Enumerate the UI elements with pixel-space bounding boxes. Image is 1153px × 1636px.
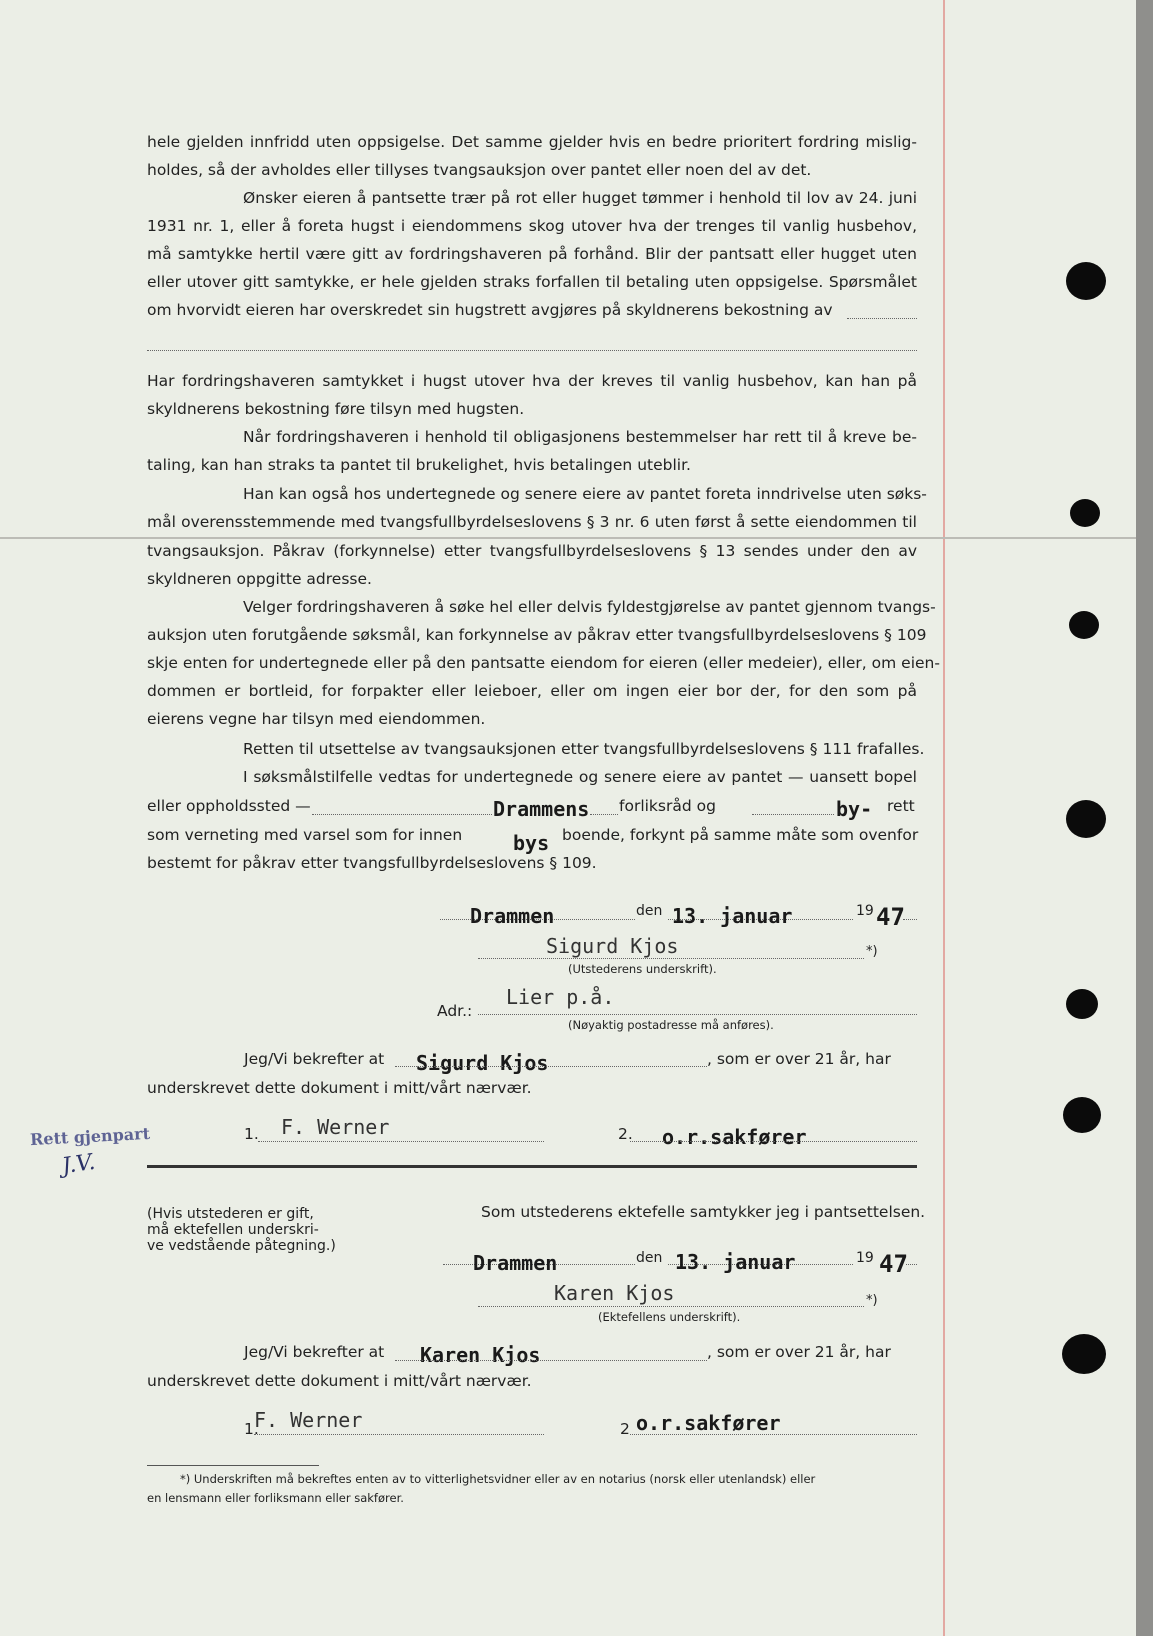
sig2-year: 47 — [879, 1250, 908, 1278]
body-line: Han kan også hos undertegnede og senere eiere av pantet foreta inndrivelse uten søks- — [243, 485, 927, 503]
sig1-caption: (Utstederens underskrift). — [568, 962, 717, 976]
body-line: I søksmålstilfelle vedtas for undertegnede og senere eiere av pantet — uansett bopel — [243, 768, 917, 786]
sig1-year: 47 — [876, 903, 905, 931]
body-line: tvangsauksjon. Påkrav (forkynnelse) etter tvangsfullbyrdelseslovens § 13 sendes under den av — [147, 542, 917, 560]
body-line: dommen er bortleid, for forpakter eller leieboer, eller om ingen eier bor der, for den som på — [147, 682, 917, 700]
witness1-line2: underskrevet dette dokument i mitt/vårt nærvær. — [147, 1079, 532, 1097]
venue-text: som verneting med varsel som for innen — [147, 826, 463, 844]
initials-signature: J.V. — [60, 1149, 97, 1180]
sig1-name: Sigurd Kjos — [546, 934, 679, 958]
sig2-den: den — [636, 1250, 663, 1266]
fill-line — [395, 1066, 707, 1067]
footnote-rule — [147, 1465, 319, 1466]
fill-line — [752, 814, 834, 815]
body-line: 1931 nr. 1, eller å foreta hugst i eiendommens skog utover hva der trenges til vanlig husbehov, — [147, 217, 917, 235]
fill-line — [254, 1434, 544, 1435]
witness1-n2: 2. — [618, 1125, 633, 1143]
body-line: taling, kan han straks ta pantet til brukelighet, hvis betalingen uteblir. — [147, 456, 691, 474]
body-line: Ønsker eieren å pantsette trær på rot eller hugget tømmer i henhold til lov av 24. juni — [243, 189, 917, 207]
spouse-note-line: (Hvis utstederen er gift, — [147, 1206, 314, 1222]
sig1-den: den — [636, 903, 663, 919]
fill-line — [906, 1264, 917, 1265]
body-line: mål overensstemmende med tvangsfullbyrdelseslovens § 3 nr. 6 uten først å sette eiendommen til — [147, 513, 917, 531]
sig2-date: 13. januar — [675, 1250, 796, 1274]
section-rule — [147, 1165, 917, 1168]
punch-hole — [1066, 800, 1106, 838]
venue-text: forliksråd og — [619, 797, 716, 815]
witness2-w1: F. Werner — [254, 1408, 363, 1432]
witness1-name: Sigurd Kjos — [416, 1051, 549, 1075]
witness2-prefix: Jeg/Vi bekrefter at — [244, 1343, 385, 1361]
body-line: Velger fordringshaveren å søke hel eller delvis fyldestgjørelse av pantet gjennom tvangs- — [243, 598, 936, 616]
witness1-w1: F. Werner — [281, 1115, 390, 1139]
venue-text: rett — [887, 797, 915, 815]
body-line: eierens vegne har tilsyn med eiendommen. — [147, 710, 486, 728]
fill-line — [312, 814, 492, 815]
punch-hole — [1069, 611, 1099, 639]
sig1-century: 19 — [856, 903, 874, 919]
body-line: skyldneren oppgitte adresse. — [147, 570, 372, 588]
punch-hole — [1070, 499, 1100, 527]
body-line: Retten til utsettelse av tvangsauksjonen etter tvangsfullbyrdelseslovens § 111 frafalles. — [243, 740, 925, 758]
sig1-address: Lier p.å. — [506, 985, 615, 1009]
sig1-place: Drammen — [470, 904, 555, 928]
venue-text: bestemt for påkrav etter tvangsfullbyrdelseslovens § 109. — [147, 854, 597, 872]
punch-hole — [1063, 1097, 1101, 1133]
sig2-century: 19 — [856, 1250, 874, 1266]
fill-line — [590, 814, 618, 815]
sig1-date: 13. januar — [672, 904, 793, 928]
spouse-note-line: ve vedstående påtegning.) — [147, 1238, 336, 1254]
witness2-n2: 2 — [620, 1420, 630, 1438]
fill-line — [478, 1306, 864, 1307]
copy-stamp: Rett gjenpart — [29, 1123, 151, 1150]
witness1-suffix: , som er over 21 år, har — [707, 1050, 891, 1068]
punch-hole — [1066, 262, 1106, 300]
witness1-n1: 1. — [244, 1125, 259, 1143]
witness2-name: Karen Kjos — [420, 1343, 541, 1367]
body-line: Har fordringshaveren samtykket i hugst utover hva der kreves til vanlig husbehov, kan han på — [147, 372, 917, 390]
fill-line — [630, 1434, 917, 1435]
body-line: holdes, så der avholdes eller tillyses tvangsauksjon over pantet eller noen del av det. — [147, 161, 812, 179]
spouse-note-line: må ektefellen underskri- — [147, 1222, 319, 1238]
body-line: eller utover gitt samtykke, er hele gjelden straks forfallen til betaling uten oppsigelse. Spørsmålet — [147, 273, 917, 291]
address-caption: (Nøyaktig postadresse må anføres). — [568, 1018, 774, 1032]
spouse-consent: Som utstederens ektefelle samtykker jeg i pantsettelsen. — [481, 1203, 926, 1221]
fold-line — [0, 537, 1136, 539]
body-line: skje enten for undertegnede eller på den pantsatte eiendom for eieren (eller medeier), eller, om eien- — [147, 654, 940, 672]
body-line: skyldnerens bekostning føre tilsyn med hugsten. — [147, 400, 525, 418]
witness1-w2: o.r.sakfører — [662, 1125, 807, 1149]
sig2-place: Drammen — [473, 1251, 558, 1275]
witness1-prefix: Jeg/Vi bekrefter at — [244, 1050, 385, 1068]
fill-line — [903, 919, 917, 920]
witness2-suffix: , som er over 21 år, har — [707, 1343, 891, 1361]
fill-line — [258, 1141, 544, 1142]
punch-hole — [1062, 1334, 1106, 1374]
margin-line — [943, 0, 945, 1636]
body-line: auksjon uten forutgående søksmål, kan forkynnelse av påkrav etter tvangsfullbyrdelseslovens § 109 — [147, 626, 927, 644]
sig2-caption: (Ektefellens underskrift). — [598, 1310, 741, 1324]
body-line: om hvorvidt eieren har overskredet sin hugstrett avgjøres på skyldnerens bekostning av — [147, 301, 833, 319]
witness2-n1: 1. — [244, 1420, 259, 1438]
fill-line — [147, 350, 917, 351]
body-line: må samtykke hertil være gitt av fordringshaveren på forhånd. Blir der pantsatt eller hugget uten — [147, 245, 917, 263]
body-line: hele gjelden innfridd uten oppsigelse. Det samme gjelder hvis en bedre prioritert fordring mislig- — [147, 133, 917, 151]
sig1-mark: *) — [866, 944, 878, 959]
fill-line — [478, 1014, 917, 1015]
sig2-name: Karen Kjos — [554, 1281, 675, 1305]
venue-text: eller oppholdssted — — [147, 797, 311, 815]
footnote-line: en lensmann eller forliksmann eller sakfører. — [147, 1491, 404, 1505]
fill-line — [395, 1360, 707, 1361]
sig2-mark: *) — [866, 1293, 878, 1308]
fill-line — [630, 1141, 917, 1142]
fill-line — [847, 318, 917, 319]
footnote-line: *) Underskriften må bekreftes enten av to vitterlighetsvidner eller av en notarius (norsk eller utenlandsk) eller — [180, 1472, 816, 1486]
venue-by: by- — [836, 797, 873, 821]
fill-line — [478, 958, 864, 959]
punch-hole — [1066, 989, 1098, 1019]
witness2-line2: underskrevet dette dokument i mitt/vårt nærvær. — [147, 1372, 532, 1390]
witness2-w2: o.r.sakfører — [636, 1411, 781, 1435]
body-line: Når fordringshaveren i henhold til obligasjonens bestemmelser har rett til å kreve be- — [243, 428, 917, 446]
venue-city: Drammens — [493, 797, 590, 821]
venue-text: boende, forkynt på samme måte som ovenfor — [562, 826, 919, 844]
venue-bys: bys — [513, 831, 550, 855]
adr-label: Adr.: — [437, 1002, 473, 1020]
